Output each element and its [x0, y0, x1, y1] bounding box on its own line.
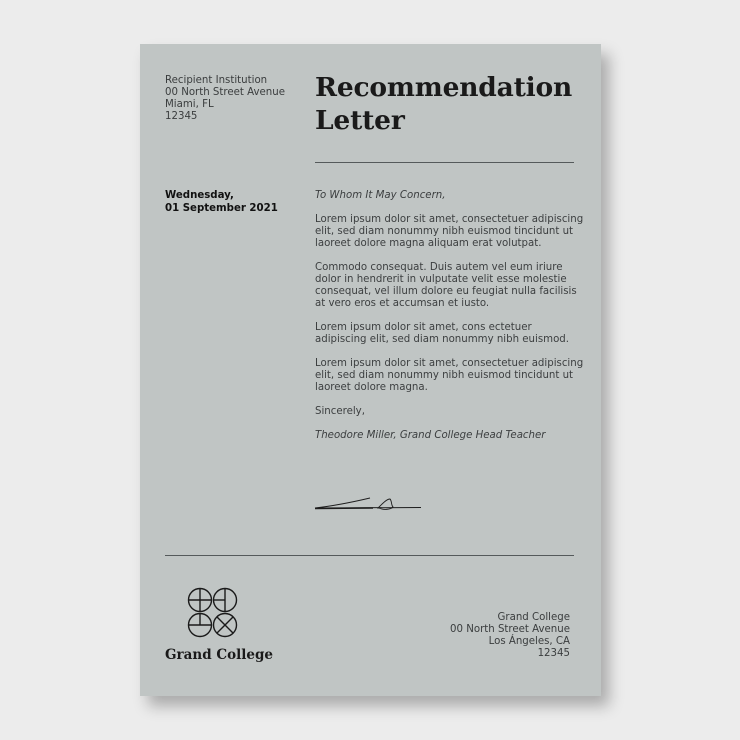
title-line-1: Recommendation [315, 72, 573, 103]
college-logo-name: Grand College [165, 647, 273, 663]
recipient-line: 00 North Street Avenue [165, 87, 285, 98]
closing: Sincerely, [315, 406, 365, 418]
recipient-line: Miami, FL [165, 99, 214, 110]
date-full: 01 September 2021 [165, 202, 278, 214]
title-divider [315, 162, 574, 163]
recipient-line: Recipient Institution [165, 75, 268, 86]
paragraph: Lorem ipsum dolor sit amet, cons ectetuer adipiscing elit, sed diam nonummy nibh euismod. [315, 322, 570, 346]
address-line: Los Ángeles, CA [488, 636, 570, 647]
letter-page [140, 44, 601, 696]
address-line: 12345 [537, 648, 570, 659]
page-title [315, 71, 572, 137]
salutation: To Whom It May Concern, [315, 190, 446, 201]
date-weekday: Wednesday, [165, 190, 234, 201]
recipient-address [165, 75, 285, 123]
college-address [450, 612, 570, 660]
paragraph: Lorem ipsum dolor sit amet, consectetuer adipiscing elit, sed diam nonummy nibh euismod tincidunt ut laoreet dolore magna aliquam erat volutpat. [315, 213, 584, 250]
paragraph: Lorem ipsum dolor sit amet, consectetuer adipiscing elit, sed diam nonummy nibh euismod tincidunt ut laoreet dolore magna. [315, 358, 584, 394]
address-line: Grand College [497, 612, 570, 623]
address-line: 00 North Street Avenue [450, 624, 570, 635]
letter-body [315, 190, 585, 454]
title-line-2: Letter [315, 105, 405, 136]
signatory: Theodore Miller, Grand College Head Teacher [315, 429, 546, 441]
signature-icon [313, 493, 423, 519]
recipient-line: 12345 [165, 111, 198, 122]
college-crest-icon [186, 587, 240, 643]
footer-divider [165, 555, 574, 556]
letter-date [165, 190, 278, 215]
paragraph: Commodo consequat. Duis autem vel eum iriure dolor in hendrerit in vulputate velit esse molestie consequat, vel illum dolore eu feugiat nulla facilisis at vero eros et accumsan et iusto. [315, 261, 577, 310]
